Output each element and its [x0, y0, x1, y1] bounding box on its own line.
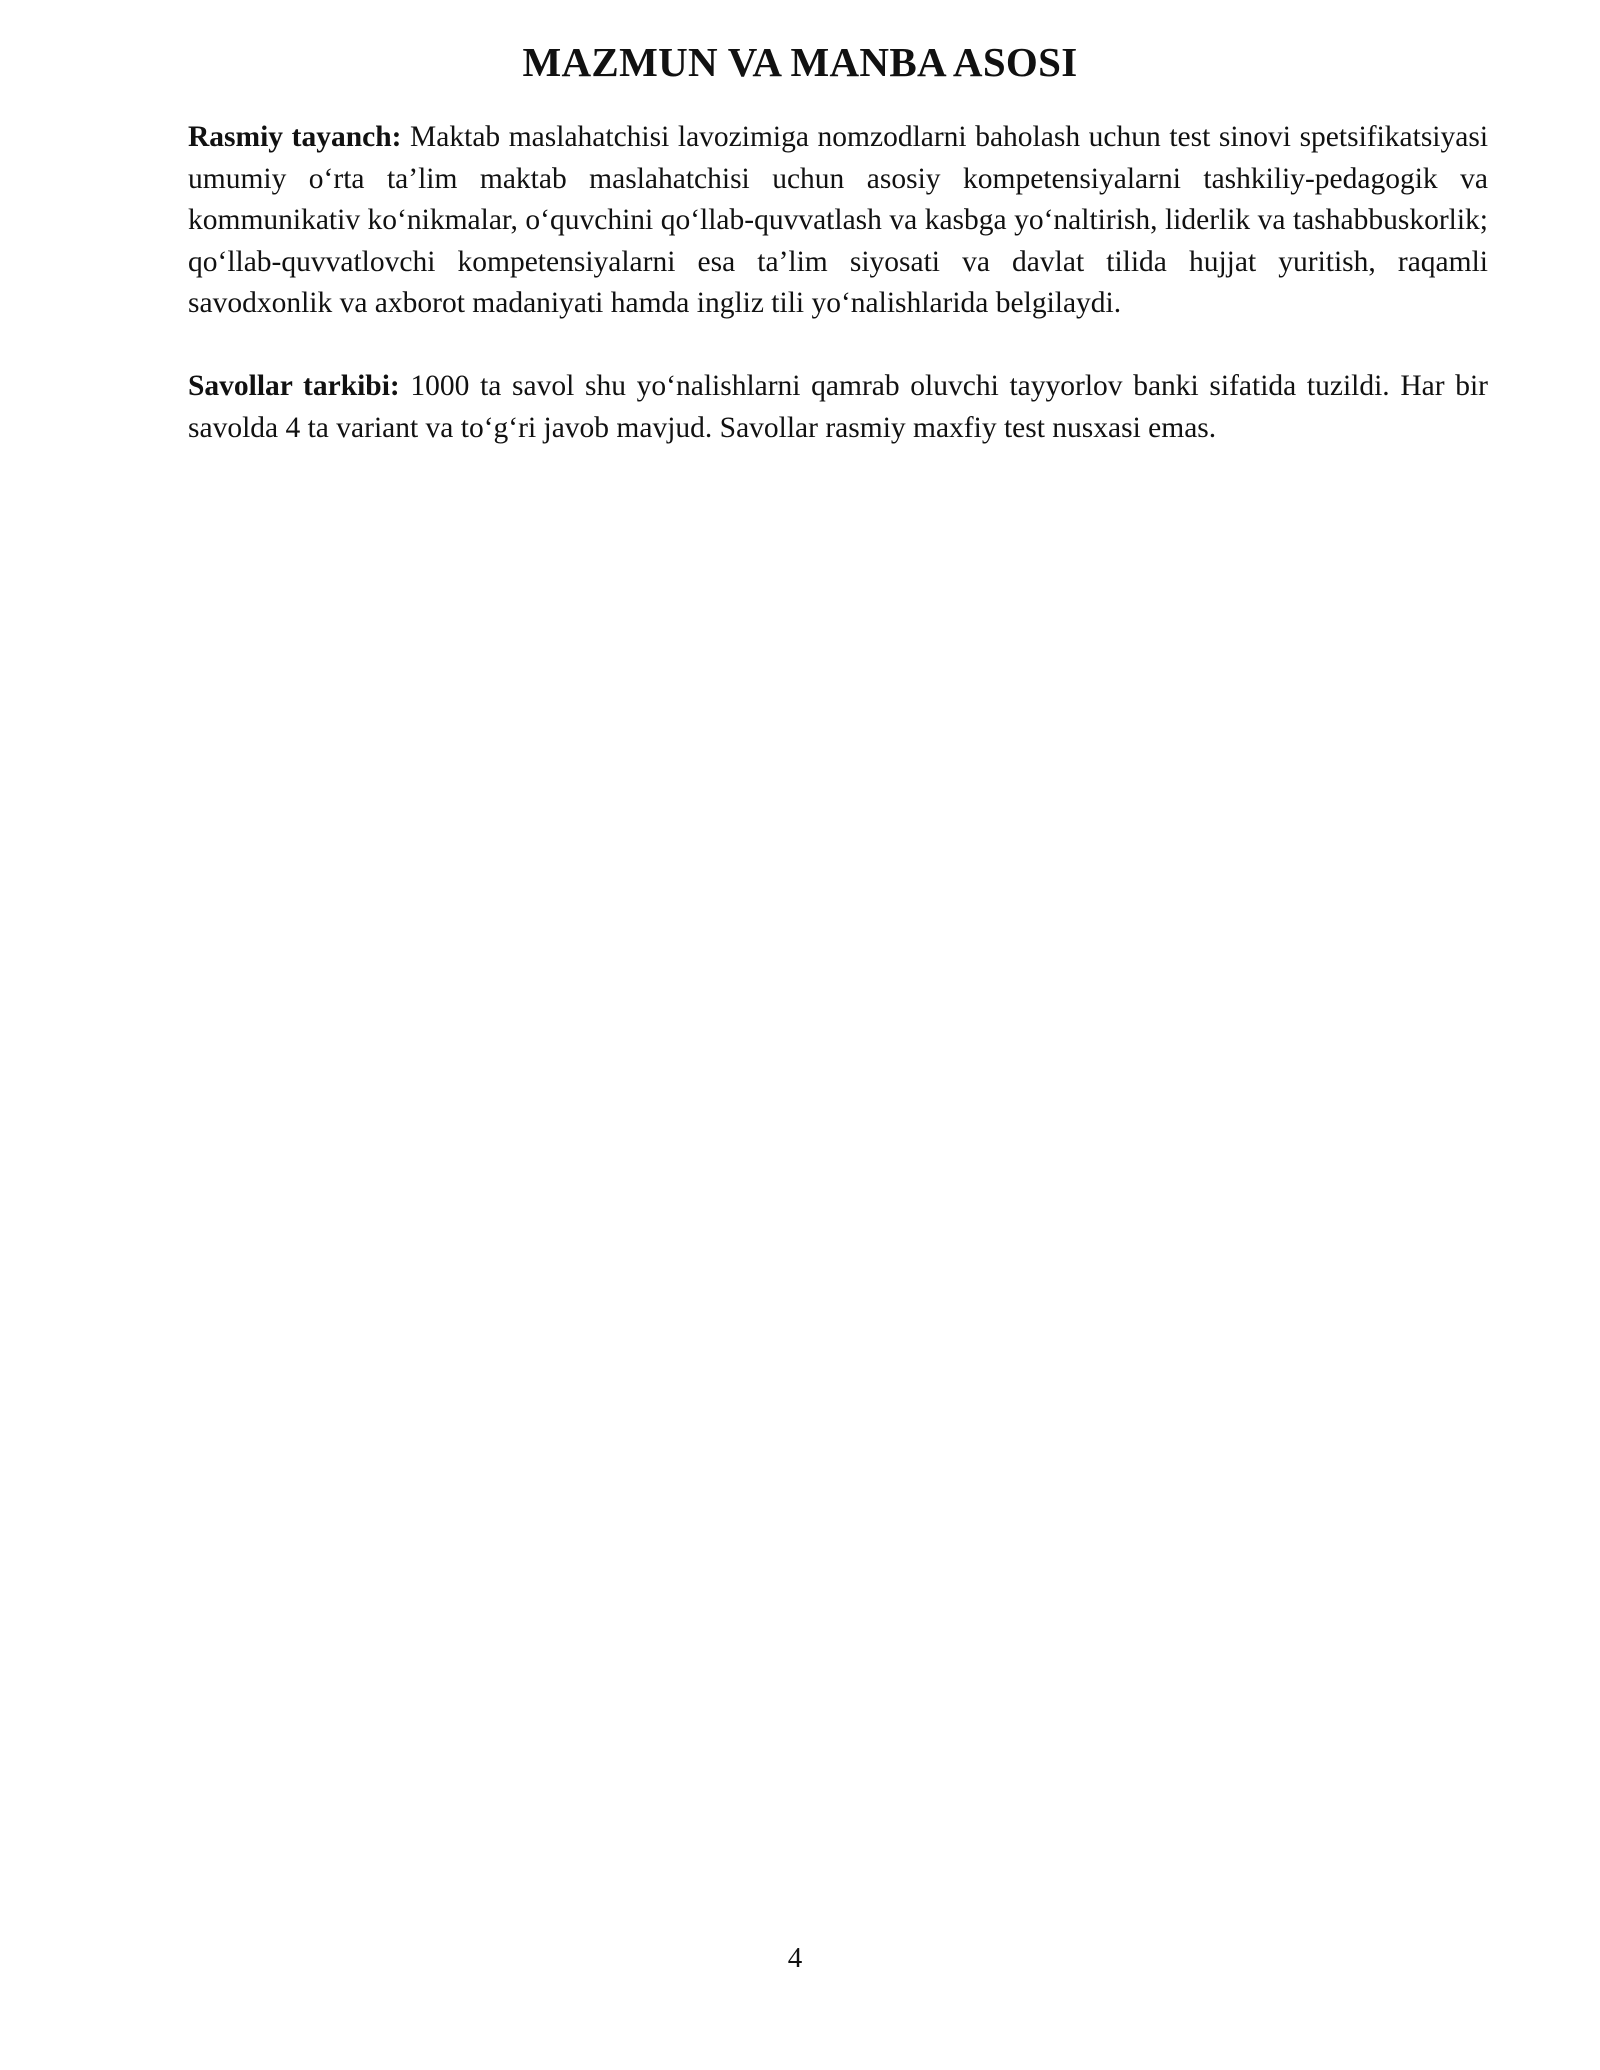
- page-number: 4: [787, 1942, 803, 1974]
- paragraph-question-structure: [188, 366, 1488, 449]
- paragraph-lead-official-basis: Rasmiy tayanch:: [188, 121, 402, 153]
- paragraph-text-question-structure: 1000 ta savol shu yo‘nalishlarni qamrab oluvchi tayyorlov banki sifatida tuzildi. Har bir savolda 4 ta variant va to‘g‘ri javob mavjud. Savollar rasmiy maxfiy test nusxasi emas.: [188, 370, 1489, 444]
- page-title: MAZMUN VA MANBA ASOSI: [522, 39, 1078, 85]
- paragraph-lead-question-structure: Savollar tarkibi:: [188, 370, 400, 402]
- paragraph-text-official-basis: Maktab maslahatchisi lavozimiga nomzodlarni baholash uchun test sinovi spetsifikatsiyasi umumiy o‘rta ta’lim maktab maslahatchisi uchun asosiy kompetensiyalarni tashkiliy-pedagogik va kommunikativ ko‘nikmalar, o‘quvchini qo‘llab-quvvatlash va kasbga yo‘naltirish, liderlik va tashabbuskorlik; qo‘llab-quvvatlovchi kompetensiyalarni esa ta’lim siyosati va davlat tilida hujjat yuritish, raqamli savodxonlik va axborot madaniyati hamda ingliz tili yo‘nalishlarida belgilaydi.: [188, 121, 1489, 319]
- paragraph-official-basis: [188, 117, 1488, 325]
